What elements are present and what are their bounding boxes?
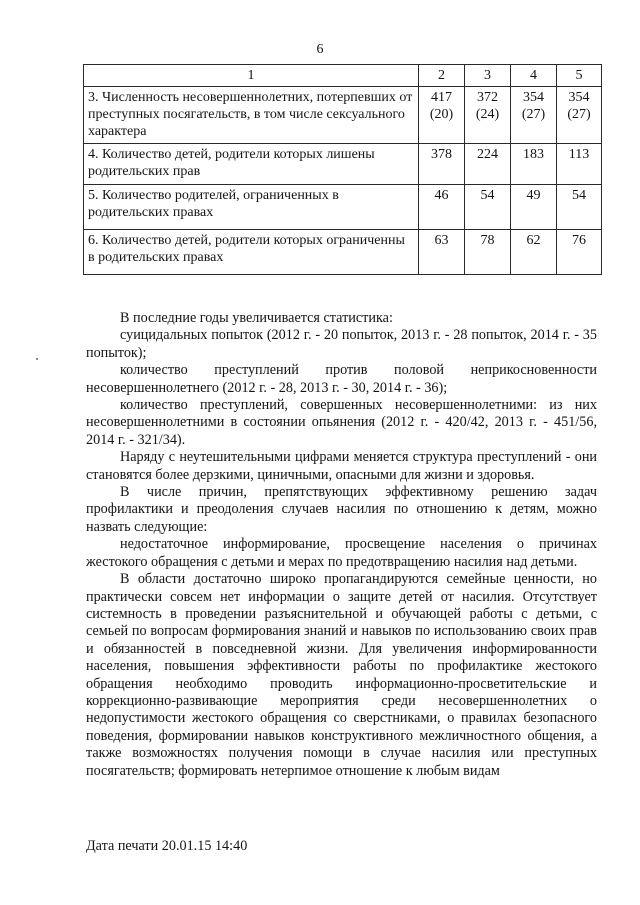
row-value: 78 bbox=[465, 230, 511, 275]
paragraph: В последние годы увеличивается статистика: bbox=[120, 310, 393, 326]
table-header-cell: 4 bbox=[511, 65, 557, 87]
row-value: 224 bbox=[465, 144, 511, 185]
row-label: 4. Количество детей, родители которых лишены родительских прав bbox=[84, 144, 419, 185]
row-value: 54 bbox=[465, 185, 511, 230]
row-value: 46 bbox=[419, 185, 465, 230]
row-label: 5. Количество родителей, ограниченных в родительских правах bbox=[84, 185, 419, 230]
paragraph: недостаточное информирование, просвещение населения о причинах жестокого обращения с детьми и мерах по предотвращению насилия над детьми. bbox=[86, 536, 597, 570]
row-value: 417 (20) bbox=[419, 87, 465, 144]
paragraph: количество преступлений против половой неприкосновенности несовершеннолетнего (2012 г. - 28, 2013 г. - 30, 2014 г. - 36); bbox=[86, 362, 597, 396]
table-header-cell: 5 bbox=[557, 65, 602, 87]
paragraph: суицидальных попыток (2012 г. - 20 попыток, 2013 г. - 28 попыток, 2014 г. - 35 попыток); bbox=[86, 327, 597, 361]
row-label: 3. Численность несовершеннолетних, потерпевших от преступных посягательств, в том числе сексуального характера bbox=[84, 87, 419, 144]
row-value: 54 bbox=[557, 185, 602, 230]
paragraph: В области достаточно широко пропагандируются семейные ценности, но практически совсем нет информации о защите детей от насилия. Отсутствует системность в проведении разъяснительной и обучающей работы с детьми, с семьей по вопросам формирования знаний и навыков по использованию своих прав и обязанностей в повседневной жизни. Для увеличения информированности населения, повышения эффективности работы по профилактике жестокого обращения необходимо проводить информационно-просветительские и коррекционно-развивающие мероприятия среди несовершеннолетних о недопустимости жестокого обращения со сверстниками, о правилах безопасного поведения, формировании навыков конструктивного межличностного общения, а также возможностях получения помощи в случае насилия или преступных посягательств; формировать нетерпимое отношение к любым видам bbox=[86, 571, 597, 779]
table-header-cell: 1 bbox=[84, 65, 419, 87]
table-row bbox=[84, 144, 602, 185]
row-value: 63 bbox=[419, 230, 465, 275]
row-value: 49 bbox=[511, 185, 557, 230]
page-number: 6 bbox=[316, 42, 324, 57]
body-text bbox=[86, 310, 597, 780]
table-header-cell: 2 bbox=[419, 65, 465, 87]
table-row bbox=[84, 230, 602, 275]
row-value: 372 (24) bbox=[465, 87, 511, 144]
print-date: Дата печати 20.01.15 14:40 bbox=[86, 838, 248, 854]
paragraph: Наряду с неутешительными цифрами меняется структура преступлений - они становятся более дерзкими, циничными, опасными для жизни и здоровья. bbox=[86, 449, 597, 483]
row-label: 6. Количество детей, родители которых ограниченны в родительских правах bbox=[84, 230, 419, 275]
table-row bbox=[84, 185, 602, 230]
table-header-row bbox=[84, 65, 602, 87]
row-value: 62 bbox=[511, 230, 557, 275]
row-value: 378 bbox=[419, 144, 465, 185]
row-value: 354 (27) bbox=[511, 87, 557, 144]
margin-mark bbox=[36, 358, 38, 360]
table-header-cell: 3 bbox=[465, 65, 511, 87]
row-value: 354 (27) bbox=[557, 87, 602, 144]
row-value: 76 bbox=[557, 230, 602, 275]
paragraph: количество преступлений, совершенных несовершеннолетними: из них несовершеннолетними в состоянии опьянения (2012 г. - 420/42, 2013 г. - 451/56, 2014 г. - 321/34). bbox=[86, 397, 597, 448]
table-row bbox=[84, 87, 602, 144]
row-value: 183 bbox=[511, 144, 557, 185]
statistics-table bbox=[83, 64, 602, 275]
paragraph: В числе причин, препятствующих эффективному решению задач профилактики и преодоления случаев насилия по отношению к детям, можно назвать следующие: bbox=[86, 484, 597, 535]
row-value: 113 bbox=[557, 144, 602, 185]
